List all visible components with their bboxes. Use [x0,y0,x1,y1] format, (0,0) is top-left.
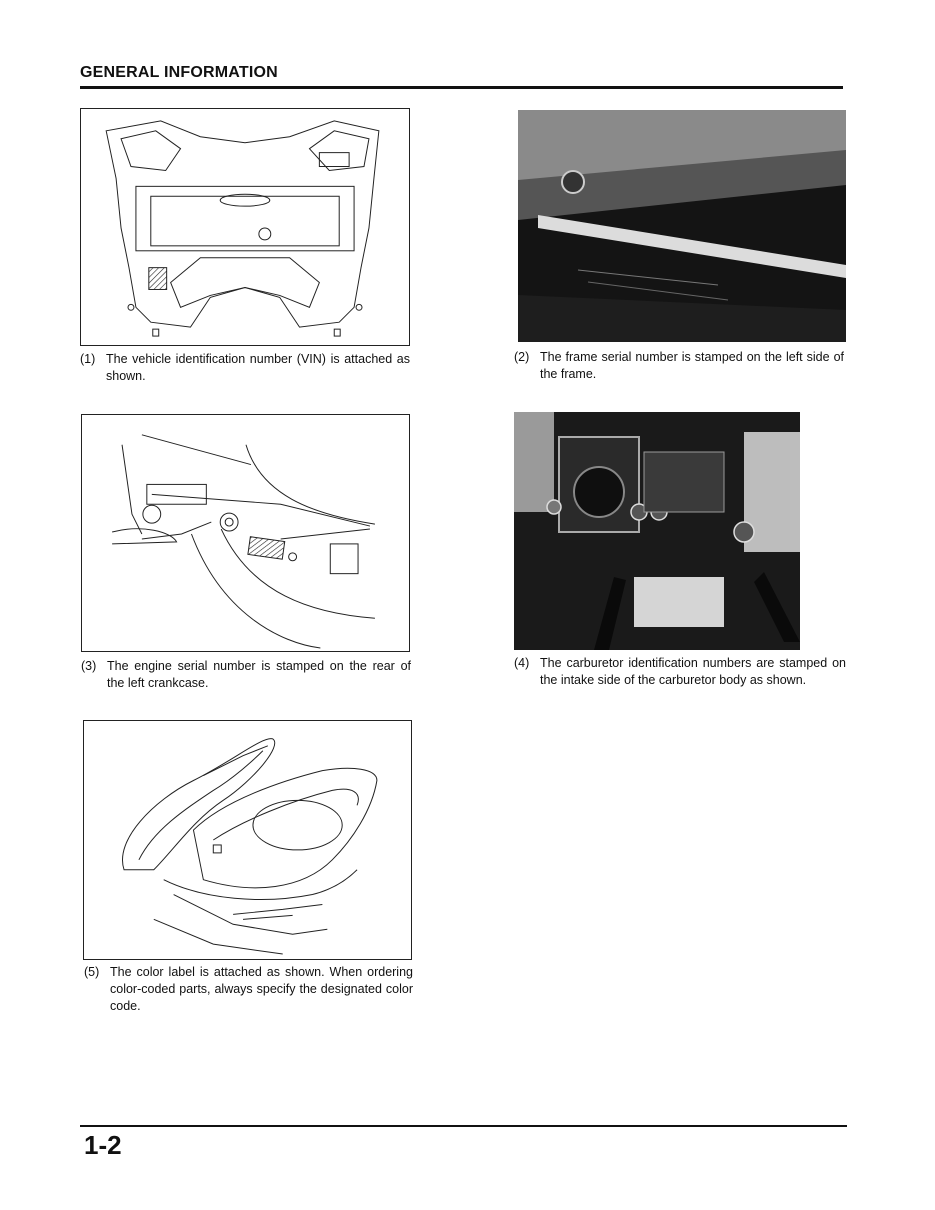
figure-1-vin-diagram [80,108,410,346]
caption-number: (5) [84,965,100,979]
figure-1-caption [80,351,410,385]
figure-2-frame-photo [518,110,846,342]
figure-3-caption [81,658,411,692]
figure-4-carburetor-photo [514,412,800,650]
figure-3-engine-diagram [81,414,410,652]
caption-text: The vehicle identification number (VIN) is attached as shown. [106,352,410,383]
header-rule [80,86,843,89]
caption-text: The engine serial number is stamped on the rear of the left crankcase. [107,659,411,690]
caption-number: (2) [514,350,530,364]
caption-text: The carburetor identification numbers are stamped on the intake side of the carburetor body as shown. [540,656,846,687]
page-header-title: GENERAL INFORMATION [80,64,278,81]
footer-rule [80,1125,847,1127]
caption-number: (3) [81,659,97,673]
figure-2-caption [514,349,844,383]
caption-number: (4) [514,656,530,670]
caption-text: The frame serial number is stamped on the left side of the frame. [540,350,844,381]
page-number: 1-2 [84,1130,122,1160]
figure-5-color-label-diagram [83,720,412,960]
caption-number: (1) [80,352,96,366]
figure-4-caption [514,655,846,689]
figure-5-caption [84,964,413,1015]
caption-text: The color label is attached as shown. When ordering color-coded parts, always specify the designated color code. [110,965,413,1013]
